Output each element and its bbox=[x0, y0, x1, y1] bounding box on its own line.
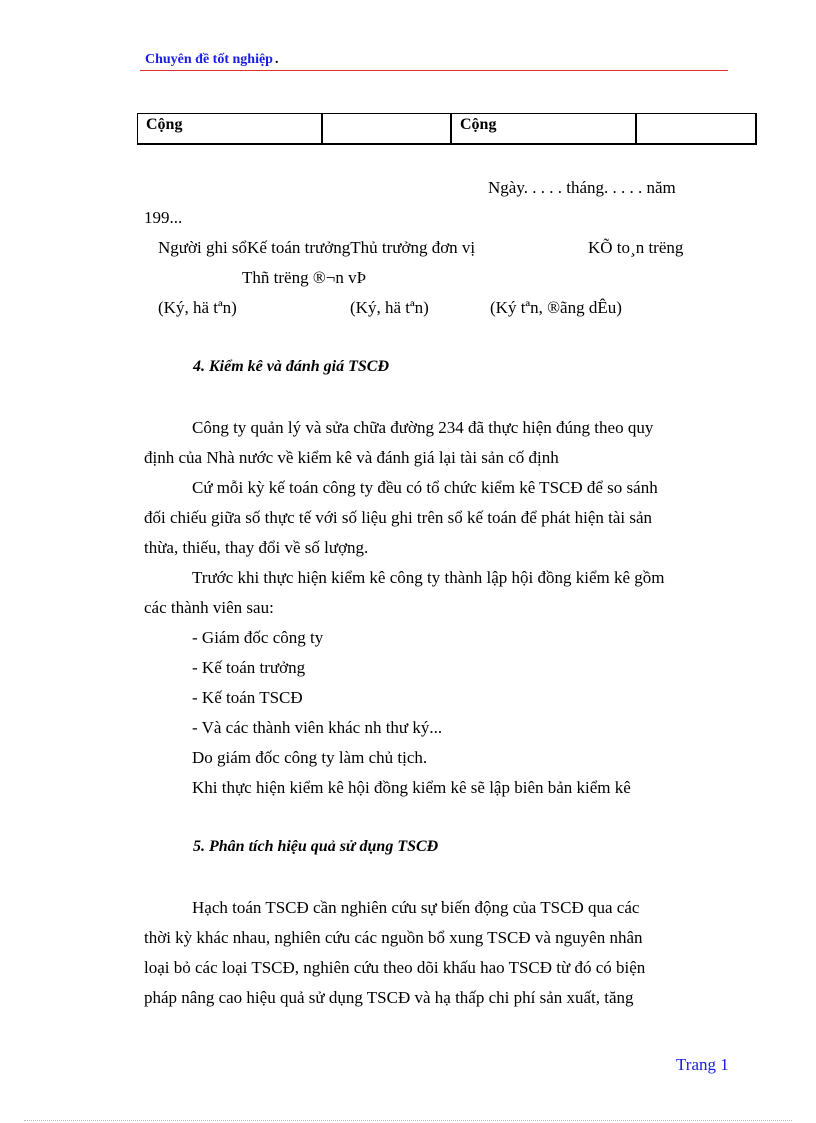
page-number: Trang 1 bbox=[676, 1055, 729, 1074]
paragraph-line: Trước khi thực hiện kiểm kê công ty thành lập hội đồng kiểm kê gồm bbox=[192, 568, 665, 587]
year-line: 199... bbox=[144, 208, 183, 227]
header-title bbox=[145, 52, 278, 68]
list-item: - Và các thành viên khác nh thư ký... bbox=[192, 718, 443, 737]
signature-instruction-1: (Ký, hä tªn) bbox=[158, 298, 237, 317]
signature-role-head: Thñ trëng ®¬n vÞ bbox=[242, 268, 367, 287]
header-title-text: Chuyên đề tốt nghiệp bbox=[145, 52, 273, 67]
paragraph-line: thừa, thiếu, thay đổi về số lượng. bbox=[144, 538, 369, 557]
paragraph-line: pháp nâng cao hiệu quả sử dụng TSCĐ và hạ thấp chi phí sản xuất, tăng bbox=[144, 988, 634, 1007]
page-bottom-divider bbox=[24, 1120, 792, 1121]
table-cell-total-value-2 bbox=[636, 114, 756, 145]
list-item: - Kế toán TSCĐ bbox=[192, 688, 303, 707]
section-5-heading: 5. Phân tích hiệu quả sử dụng TSCĐ bbox=[193, 838, 439, 855]
signature-role-chief-accountant: KÕ to¸n trëng bbox=[588, 238, 684, 257]
table-cell-total-label-2: Cộng bbox=[451, 114, 636, 145]
paragraph-line: Hạch toán TSCĐ cần nghiên cứu sự biến động của TSCĐ qua các bbox=[192, 898, 640, 917]
paragraph-line: Do giám đốc công ty làm chủ tịch. bbox=[192, 748, 428, 767]
paragraph-line: Cứ mỗi kỳ kế toán công ty đều có tổ chức kiểm kê TSCĐ để so sánh bbox=[192, 478, 658, 497]
paragraph-line: định của Nhà nước về kiểm kê và đánh giá lại tài sản cố định bbox=[144, 448, 559, 467]
date-line: Ngày. . . . . tháng. . . . . năm bbox=[488, 178, 676, 197]
section-4-heading: 4. Kiểm kê và đánh giá TSCĐ bbox=[193, 358, 390, 375]
signature-roles: Người ghi sổKế toán trưởngThủ trưởng đơn vị bbox=[158, 238, 476, 257]
list-item: - Kế toán trưởng bbox=[192, 658, 306, 677]
signature-instruction-3: (Ký tªn, ®ãng dÊu) bbox=[490, 298, 622, 317]
table-cell-total-label-1: Cộng bbox=[138, 114, 323, 145]
list-item: - Giám đốc công ty bbox=[192, 628, 324, 647]
paragraph-line: đối chiếu giữa số thực tế với số liệu ghi trên sổ kế toán để phát hiện tài sản bbox=[144, 508, 653, 527]
summary-table bbox=[137, 113, 757, 145]
table-cell-total-value-1 bbox=[322, 114, 451, 145]
signature-instruction-2: (Ký, hä tªn) bbox=[350, 298, 429, 317]
table-row bbox=[138, 114, 757, 145]
paragraph-line: các thành viên sau: bbox=[144, 598, 274, 617]
paragraph-line: thời kỳ khác nhau, nghiên cứu các nguồn bổ xung TSCĐ và nguyên nhân bbox=[144, 928, 643, 947]
paragraph-line: Công ty quản lý và sửa chữa đường 234 đã thực hiện đúng theo quy bbox=[192, 418, 654, 437]
header-title-dot: . bbox=[274, 52, 279, 67]
paragraph-line: loại bỏ các loại TSCĐ, nghiên cứu theo dõi khấu hao TSCĐ từ đó có biện bbox=[144, 958, 646, 977]
paragraph-line: Khi thực hiện kiểm kê hội đồng kiểm kê sẽ lập biên bản kiểm kê bbox=[192, 778, 631, 797]
header-divider bbox=[140, 70, 728, 71]
